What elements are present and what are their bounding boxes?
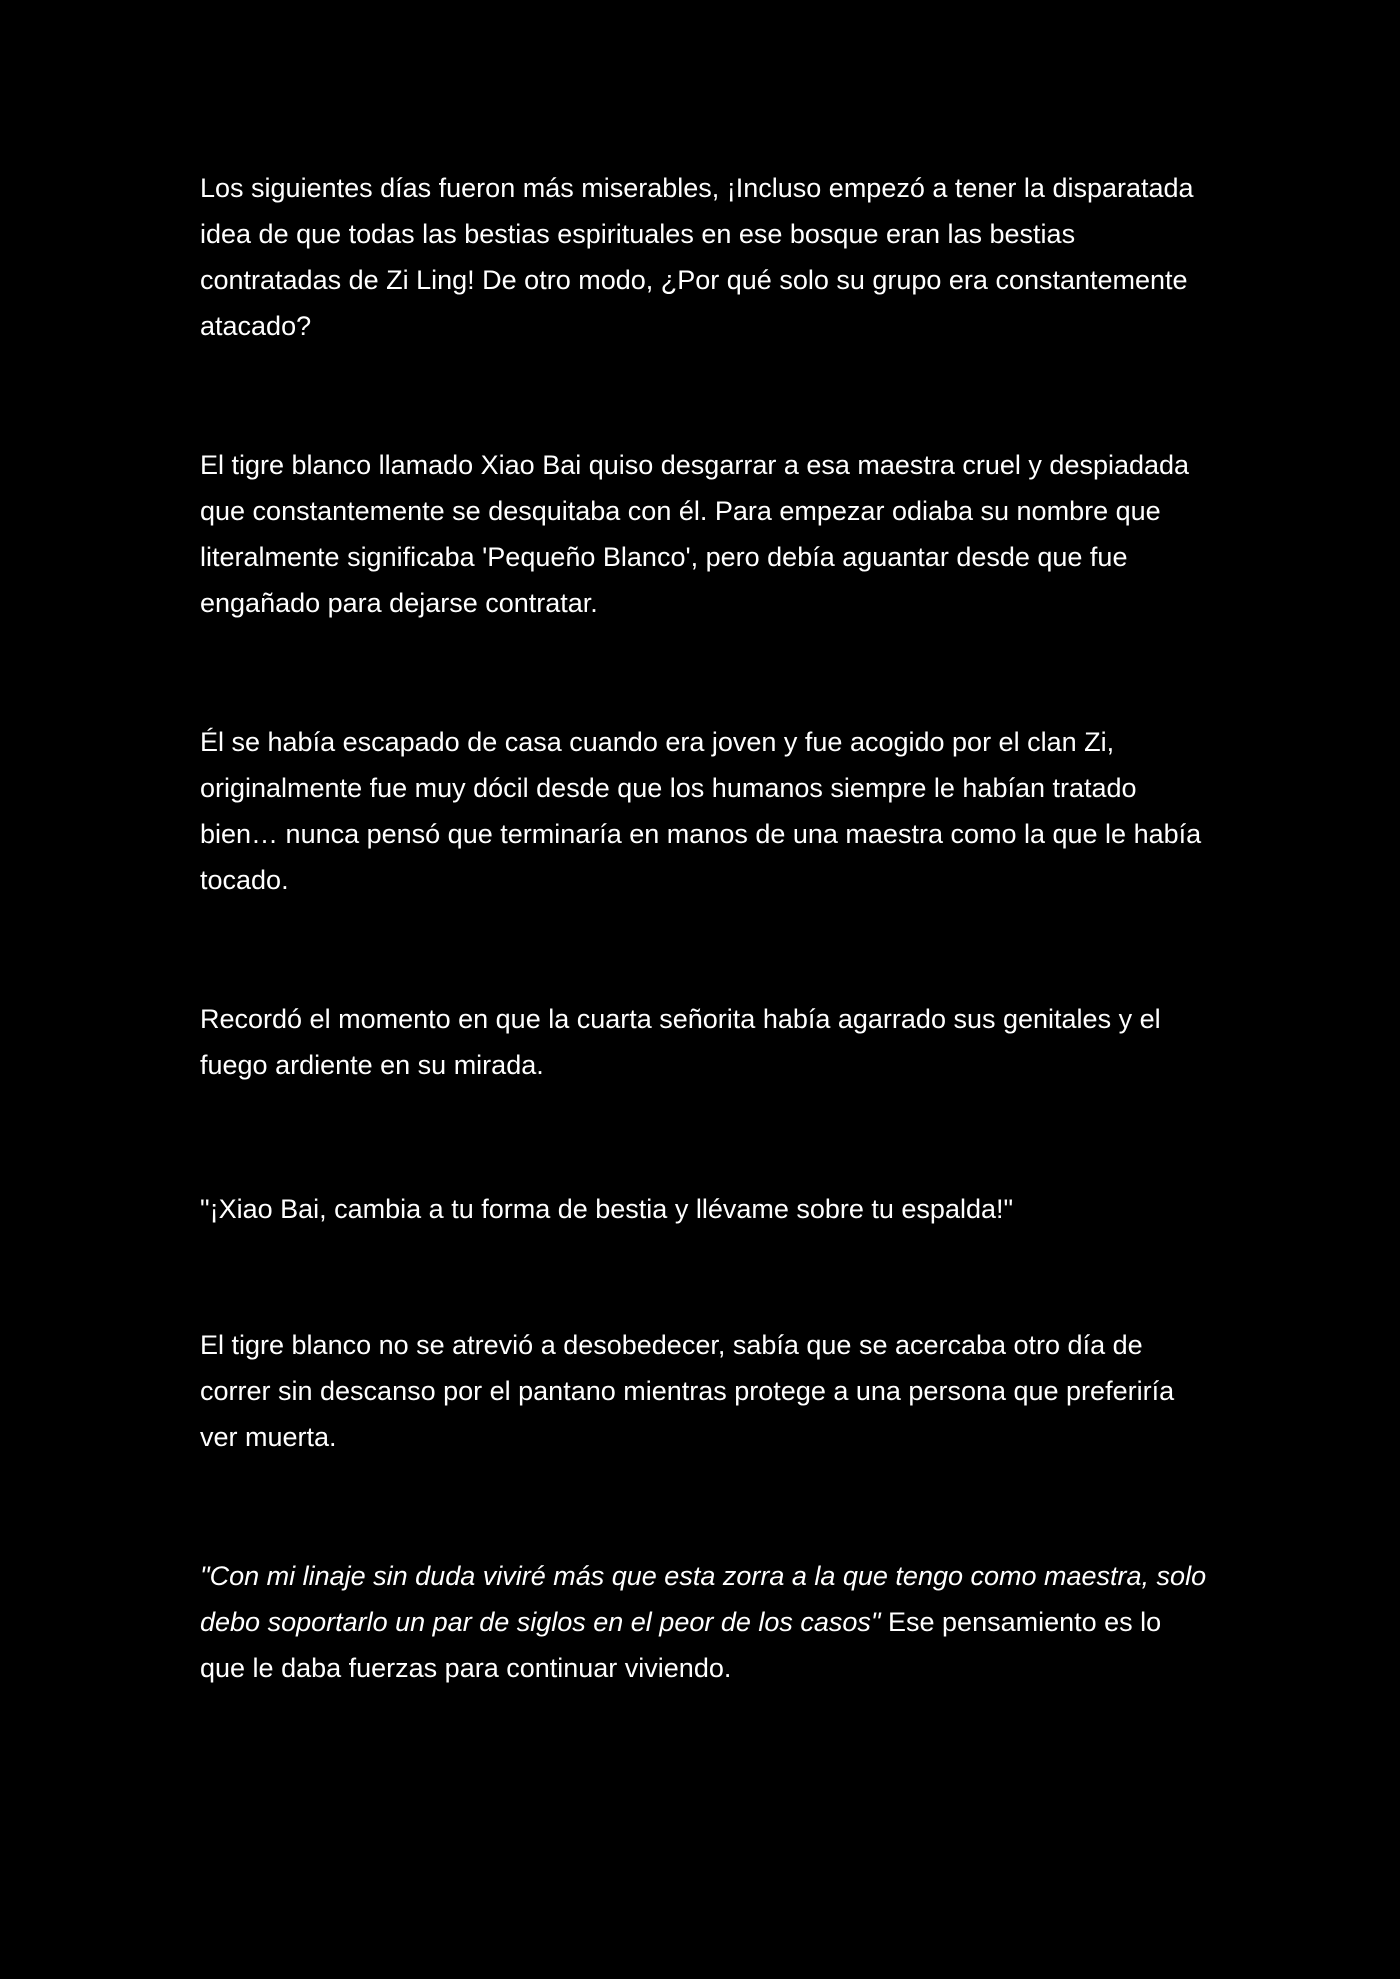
- paragraph-2: El tigre blanco llamado Xiao Bai quiso desgarrar a esa maestra cruel y despiadada que constantemente se desquitaba con él. Para empezar odiaba su nombre que literalmente significaba 'Pequeño Blanco', pero debía aguantar desde que fue engañado para dejarse contratar.: [200, 450, 1190, 618]
- closing-text: Ese pensamiento es lo que le daba fuerzas para continuar viviendo.: [200, 1607, 1162, 1683]
- paragraph-4: Recordó el momento en que la cuarta señorita había agarrado sus genitales y el fuego ardiente en su mirada.: [200, 1004, 1161, 1080]
- paragraph-1: Los siguientes días fueron más miserables, ¡Incluso empezó a tener la disparatada idea de que todas las bestias espirituales en ese bosque eran las bestias contratadas de Zi Ling! De otro modo, ¿Por qué solo su grupo era constantemente atacado?: [200, 173, 1194, 341]
- paragraph-7: [200, 1553, 1210, 1691]
- paragraph-5-dialogue: "¡Xiao Bai, cambia a tu forma de bestia y llévame sobre tu espalda!": [200, 1194, 1014, 1224]
- paragraph-3: Él se había escapado de casa cuando era joven y fue acogido por el clan Zi, originalmente fue muy dócil desde que los humanos siempre le habían tratado bien… nunca pensó que terminaría en manos de una maestra como la que le había tocado.: [200, 727, 1202, 895]
- inner-thought-text: "Con mi linaje sin duda viviré más que esta zorra a la que tengo como maestra, solo debo soportarlo un par de siglos en el peor de los casos": [200, 1561, 1207, 1637]
- paragraph-6: El tigre blanco no se atrevió a desobedecer, sabía que se acercaba otro día de correr sin descanso por el pantano mientras protege a una persona que preferiría ver muerta.: [200, 1330, 1175, 1452]
